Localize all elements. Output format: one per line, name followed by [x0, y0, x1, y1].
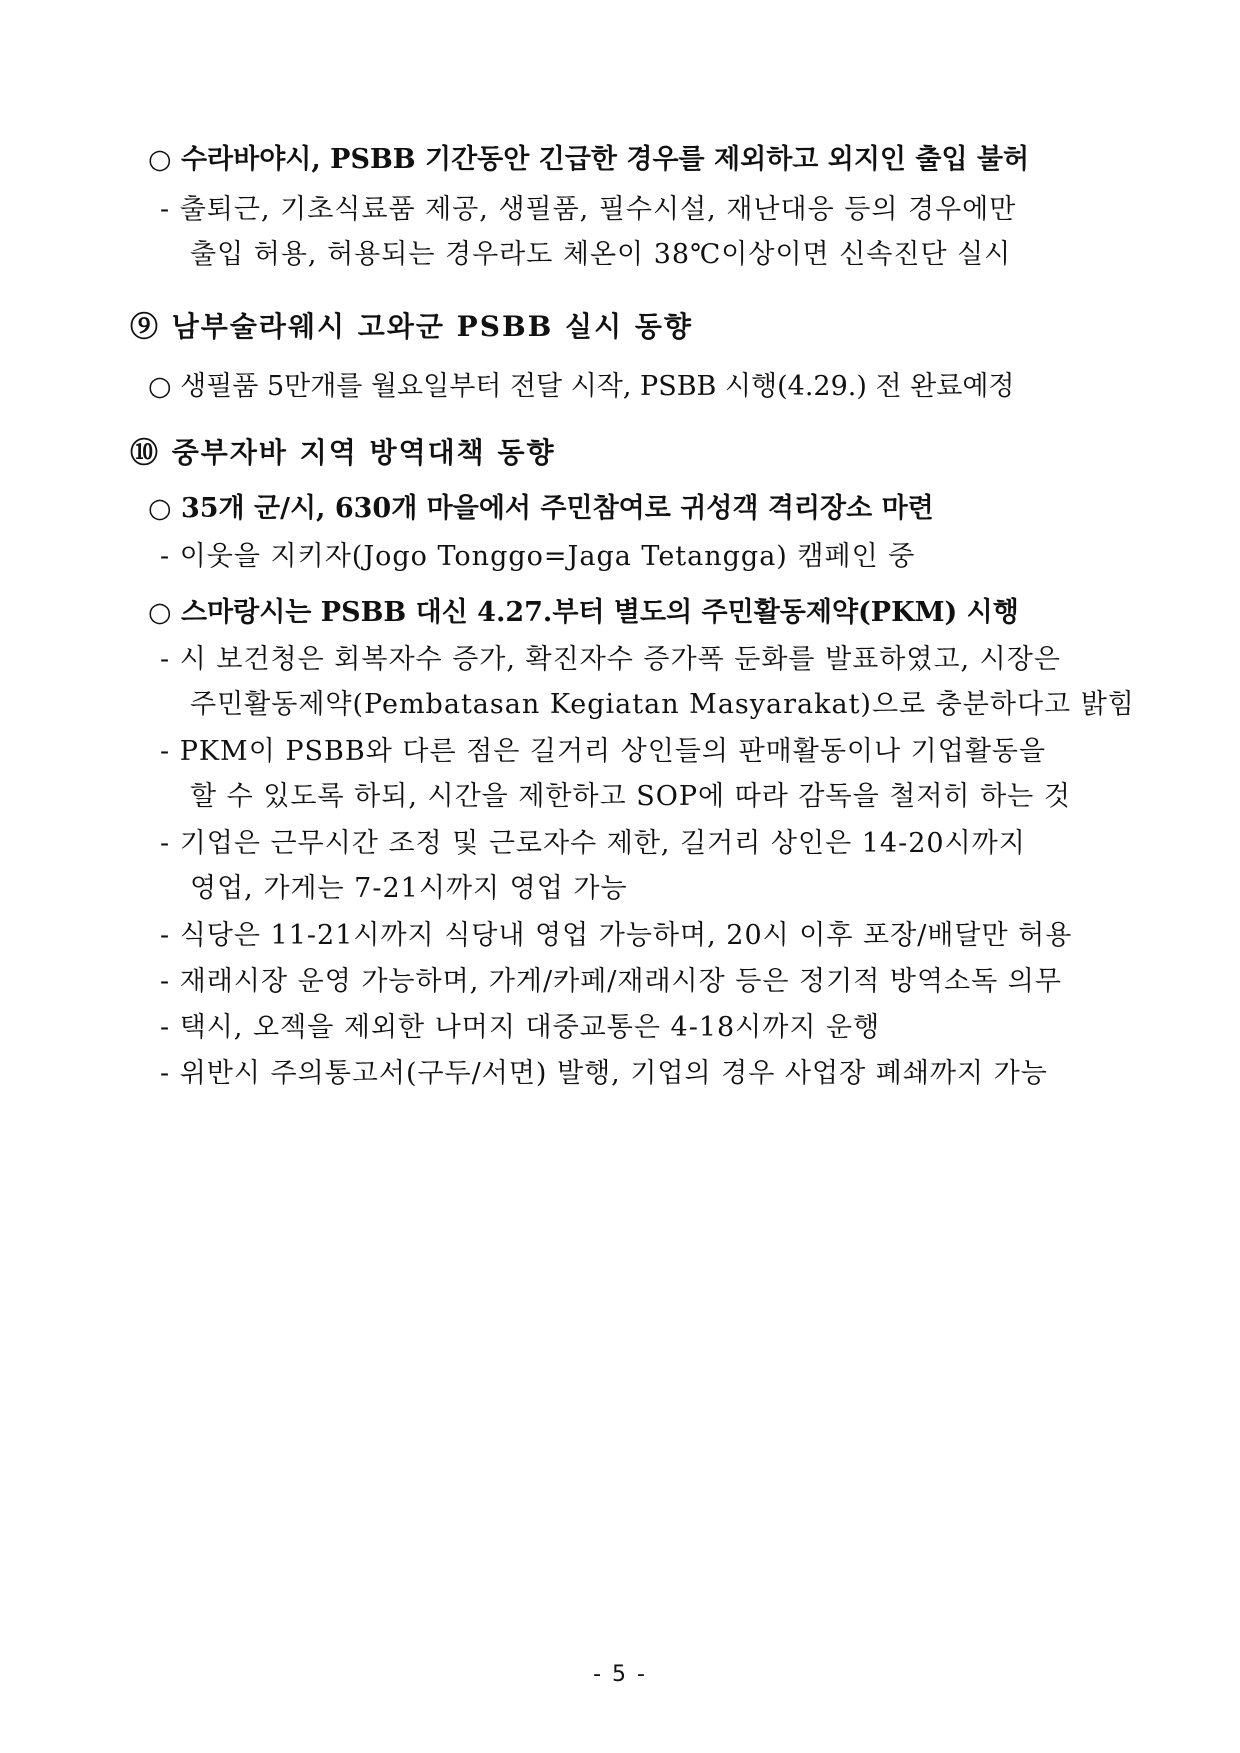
semarang-line-8: - 재래시장 운영 가능하며, 가게/카페/재래시장 등은 정기적 방역소독 의무 — [160, 966, 1062, 997]
gowa-bullet: ○ 생필품 5만개를 월요일부터 전달 시작, PSBB 시행(4.29.) 전 완료예정 — [148, 371, 1015, 402]
central-java-dash-1: - 이웃을 지키자(Jogo Tonggo=Jaga Tetangga) 캠페인 중 — [160, 541, 916, 572]
page-number: - 5 - — [593, 1662, 647, 1687]
semarang-line-2: 주민활동제약(Pembatasan Kegiatan Masyarakat)으로 충분하다고 밝힘 — [190, 689, 1135, 720]
semarang-line-9: - 택시, 오젝을 제외한 나머지 대중교통은 4-18시까지 운행 — [160, 1012, 881, 1043]
semarang-line-7: - 식당은 11-21시까지 식당내 영업 가능하며, 20시 이후 포장/배달만 허용 — [160, 920, 1073, 951]
section-heading-9: ⑨ 남부술라웨시 고와군 PSBB 실시 동향 — [130, 310, 693, 343]
semarang-line-5: - 기업은 근무시간 조정 및 근로자수 제한, 길거리 상인은 14-20시까지 — [160, 828, 1026, 859]
surabaya-dash-line-1: - 출퇴근, 기초식료품 제공, 생필품, 필수시설, 재난대응 등의 경우에만 — [160, 194, 1017, 225]
semarang-line-4: 할 수 있도록 하되, 시간을 제한하고 SOP에 따라 감독을 철저히 하는 것 — [190, 781, 1071, 812]
surabaya-dash-line-2: 출입 허용, 허용되는 경우라도 체온이 38℃이상이면 신속진단 실시 — [190, 239, 1012, 270]
semarang-line-3: - PKM이 PSBB와 다른 점은 길거리 상인들의 판매활동이나 기업활동을 — [160, 736, 1047, 767]
central-java-bullet-1: ○ 35개 군/시, 630개 마을에서 주민참여로 귀성객 격리장소 마련 — [148, 493, 934, 524]
section-heading-10: ⑩ 중부자바 지역 방역대책 동향 — [130, 436, 556, 469]
semarang-line-6: 영업, 가게는 7-21시까지 영업 가능 — [190, 873, 628, 904]
semarang-line-1: - 시 보건청은 회복자수 증가, 확진자수 증가폭 둔화를 발표하였고, 시장은 — [160, 644, 1061, 675]
semarang-line-10: - 위반시 주의통고서(구두/서면) 발행, 기업의 경우 사업장 폐쇄까지 가능 — [160, 1058, 1048, 1089]
surabaya-bullet: ○ 수라바야시, PSBB 기간동안 긴급한 경우를 제외하고 외지인 출입 불허 — [148, 144, 1030, 175]
central-java-bullet-2: ○ 스마랑시는 PSBB 대신 4.27.부터 별도의 주민활동제약(PKM) 시행 — [148, 597, 1019, 628]
